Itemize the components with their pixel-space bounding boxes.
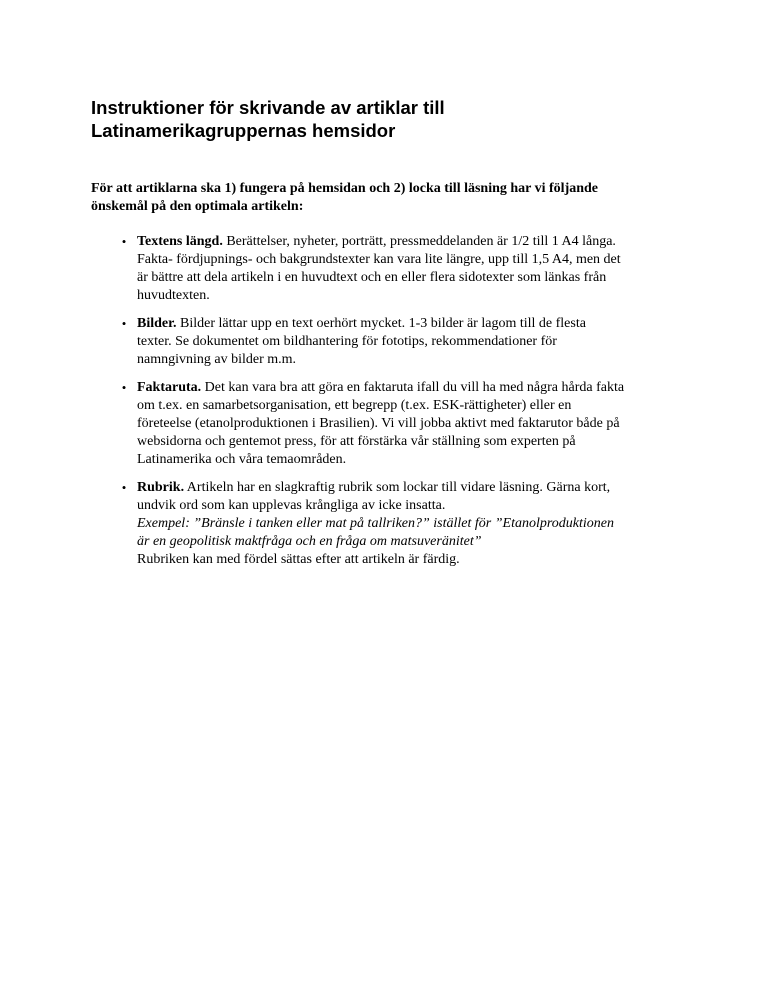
list-item-closing-line: Rubriken kan med fördel sättas efter att artikeln är färdig. (137, 552, 460, 567)
list-item-line: Latinamerika och våra temaområden. (137, 452, 347, 467)
list-item-first-line (137, 315, 697, 333)
list-item-heading: Textens längd. (137, 234, 223, 249)
list-item-line: huvudtexten. (137, 288, 210, 303)
document-title (91, 96, 691, 142)
list-item-line: om t.ex. en samarbetsorganisation, ett begrepp (t.ex. ESK-rättigheter) eller en (137, 398, 572, 413)
list-item-body (137, 233, 697, 305)
bullet-icon: • (121, 480, 127, 495)
list-item-body (137, 479, 697, 569)
example-line: är en geopolitisk maktfråga och en fråga om matsuveränitet” (137, 534, 482, 549)
list-item-line: undvik ord som kan upplevas krångliga av icke insatta. (137, 498, 446, 513)
list-item-line: Fakta- fördjupnings- och bakgrundstexter kan vara lite längre, upp till 1,5 A4, men det (137, 252, 621, 267)
intro-line: önskemål på den optimala artikeln: (91, 199, 304, 214)
document-title-line: Instruktioner för skrivande av artiklar till (91, 97, 445, 118)
list-item-text: Bilder lättar upp en text oerhört mycket. 1-3 bilder är lagom till de flesta (176, 316, 586, 331)
list-item-line: texter. Se dokumentet om bildhantering för fototips, rekommendationer för (137, 334, 557, 349)
list-item-line: företeelse (etanolproduktionen i Brasilien). Vi vill jobba aktivt med faktarutor både på (137, 416, 620, 431)
list-item-first-line (137, 379, 697, 397)
bullet-icon: • (121, 316, 127, 331)
bullet-icon: • (121, 234, 127, 249)
list-item-text: Artikeln har en slagkraftig rubrik som lockar till vidare läsning. Gärna kort, (184, 480, 611, 495)
list-item-line: är bättre att dela artikeln i en huvudtext och en eller flera sidotexter som länkas från (137, 270, 607, 285)
list-item-line: websidorna och gentemot press, för att förstärka vår ställning som experten på (137, 434, 576, 449)
list-item-body (137, 379, 697, 469)
example-line: Exempel: ”Bränsle i tanken eller mat på tallriken?” istället för ”Etanolproduktionen (137, 516, 614, 531)
list-item-heading: Rubrik. (137, 480, 185, 495)
intro-line: För att artiklarna ska 1) fungera på hemsidan och 2) locka till läsning har vi följande (91, 181, 599, 196)
bullet-icon: • (121, 380, 127, 395)
list-item-text: Det kan vara bra att göra en faktaruta ifall du vill ha med några hårda fakta (201, 380, 625, 395)
list-item-body (137, 315, 697, 369)
list-item-line: namngivning av bilder m.m. (137, 352, 297, 367)
list-item-first-line (137, 479, 697, 497)
list-item-text: Berättelser, nyheter, porträtt, pressmeddelanden är 1/2 till 1 A4 långa. (222, 234, 616, 249)
document-title-line: Latinamerikagruppernas hemsidor (91, 120, 396, 141)
list-item-heading: Faktaruta. (137, 380, 202, 395)
intro-paragraph (91, 180, 711, 216)
list-item-heading: Bilder. (137, 316, 177, 331)
list-item-first-line (137, 233, 697, 251)
